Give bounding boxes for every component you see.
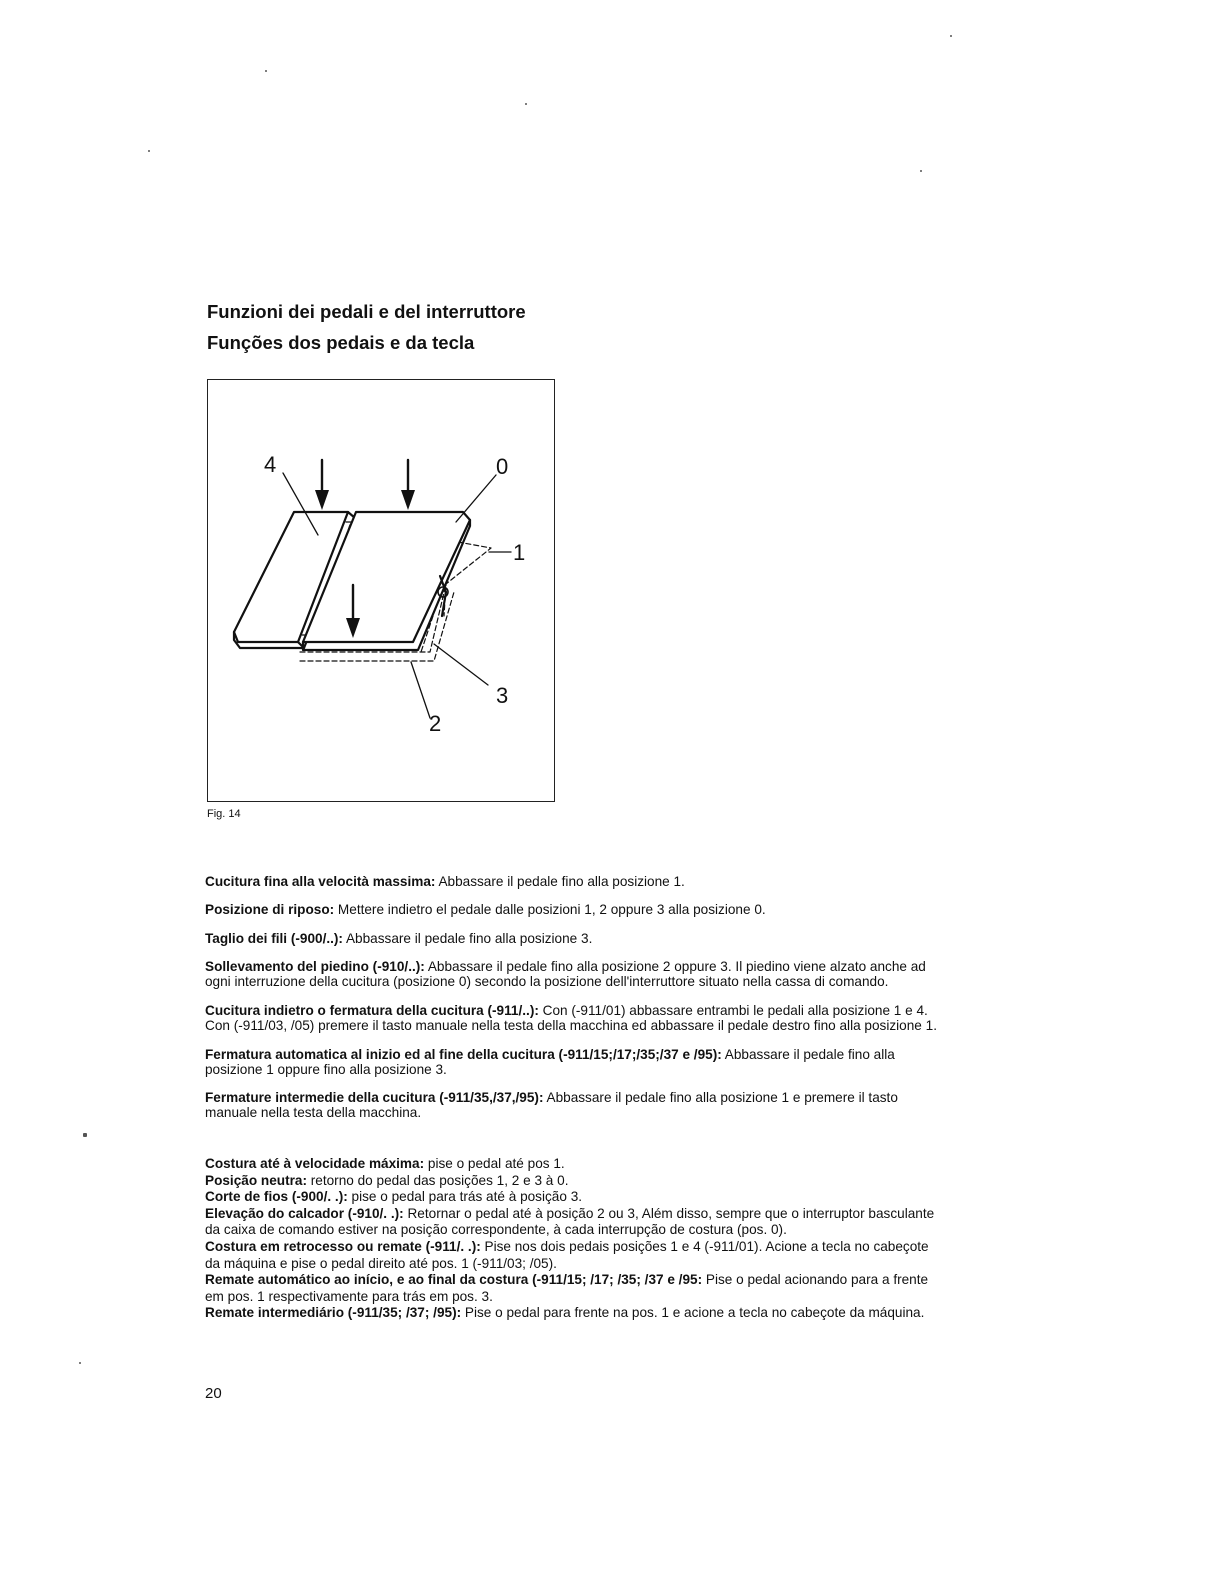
label-1: 1 (513, 540, 526, 565)
scan-speck (83, 1133, 87, 1137)
instruction-paragraph: Posizione di riposo: Mettere indietro el pedale dalle posizioni 1, 2 oppure 3 alla posizione 0. (205, 902, 766, 918)
scan-speck (525, 103, 527, 105)
pedal-diagram (208, 380, 553, 800)
leader-0 (456, 475, 496, 522)
portuguese-instructions (205, 1156, 940, 1322)
leader-3 (434, 644, 488, 685)
heading-italian: Funzioni dei pedali e del interruttore (207, 301, 526, 322)
scan-speck (950, 35, 952, 37)
instruction-paragraph: Costura até à velocidade máxima: pise o pedal até pos 1. (205, 1156, 565, 1171)
label-0: 0 (496, 454, 509, 479)
page-number: 20 (205, 1385, 222, 1402)
instruction-paragraph: Elevação do calcador (-910/. .): Retornar o pedal até à posição 2 ou 3, Além disso, sempre que o interruptor basculante da caixa de comando estiver na posição correspondente, à cada interrupção de costura (pos. 0). (205, 1205, 935, 1238)
instruction-paragraph: Sollevamento del piedino (-910/..): Abbassare il pedale fino alla posizione 2 oppure 3. Il piedino viene alzato anche ad ogni interruzione della cucitura (posizione 0) secondo la posizione dell'interruttore situato nella cassa di comando. (205, 959, 926, 990)
instruction-paragraph: Cucitura fina alla velocità massima: Abbassare il pedale fino alla posizione 1. (205, 873, 685, 889)
label-2: 2 (429, 711, 442, 736)
section-headings (207, 296, 526, 358)
instruction-paragraph: Cucitura indietro o fermatura della cucitura (-911/..): Con (-911/01) abbassare entrambi le pedali alla posizione 1 e 4. Con (-911/03, /05) premere il tasto manuale nella testa della macchina ed abbassare il pedale destro fino alla posizione 1. (205, 1002, 937, 1033)
figure-caption: Fig. 14 (207, 808, 241, 820)
label-4: 4 (264, 452, 277, 477)
scan-speck (265, 70, 267, 72)
instruction-paragraph: Fermature intermedie della cucitura (-911/35,/37,/95): Abbassare il pedale fino alla posizione 1 e premere il tasto manuale nella testa della macchina. (205, 1090, 898, 1121)
instruction-paragraph: Costura em retrocesso ou remate (-911/. .): Pise nos dois pedais posições 1 e 4 (-911/01). Acione a tecla no cabeçote da máquina e pise o pedal direito até pos. 1 (-911/03; /05). (205, 1238, 929, 1271)
instruction-paragraph: Posição neutra: retorno do pedal das posições 1, 2 e 3 à 0. (205, 1172, 569, 1188)
heading-portuguese: Funções dos pedais e da tecla (207, 332, 475, 353)
scan-speck (148, 150, 150, 152)
italian-instructions (205, 860, 940, 1127)
label-3: 3 (496, 683, 509, 708)
instruction-paragraph: Fermatura automatica al inizio ed al fine della cucitura (-911/15;/17;/35;/37 e /95): Abbassare il pedale fino alla posizione 1 oppure fino alla posizione 3. (205, 1046, 895, 1077)
instruction-paragraph: Remate intermediário (-911/35; /37; /95): Pise o pedal para frente na pos. 1 e acione a tecla no cabeçote da máquina. (205, 1305, 925, 1321)
instruction-paragraph: Taglio dei fili (-900/..): Abbassare il pedale fino alla posizione 3. (205, 930, 593, 946)
scan-speck (79, 1362, 81, 1364)
scan-speck (920, 170, 922, 172)
instruction-paragraph: Remate automático ao início, e ao final da costura (-911/15; /17; /35; /37 e /95: Pise o pedal acionando para a frente em pos. 1 respectivamente para trás em pos. 3. (205, 1272, 929, 1304)
instruction-paragraph: Corte de fios (-900/. .): pise o pedal para trás até à posição 3. (205, 1189, 583, 1205)
leader-2 (411, 662, 430, 718)
pedal-figure (207, 379, 555, 802)
